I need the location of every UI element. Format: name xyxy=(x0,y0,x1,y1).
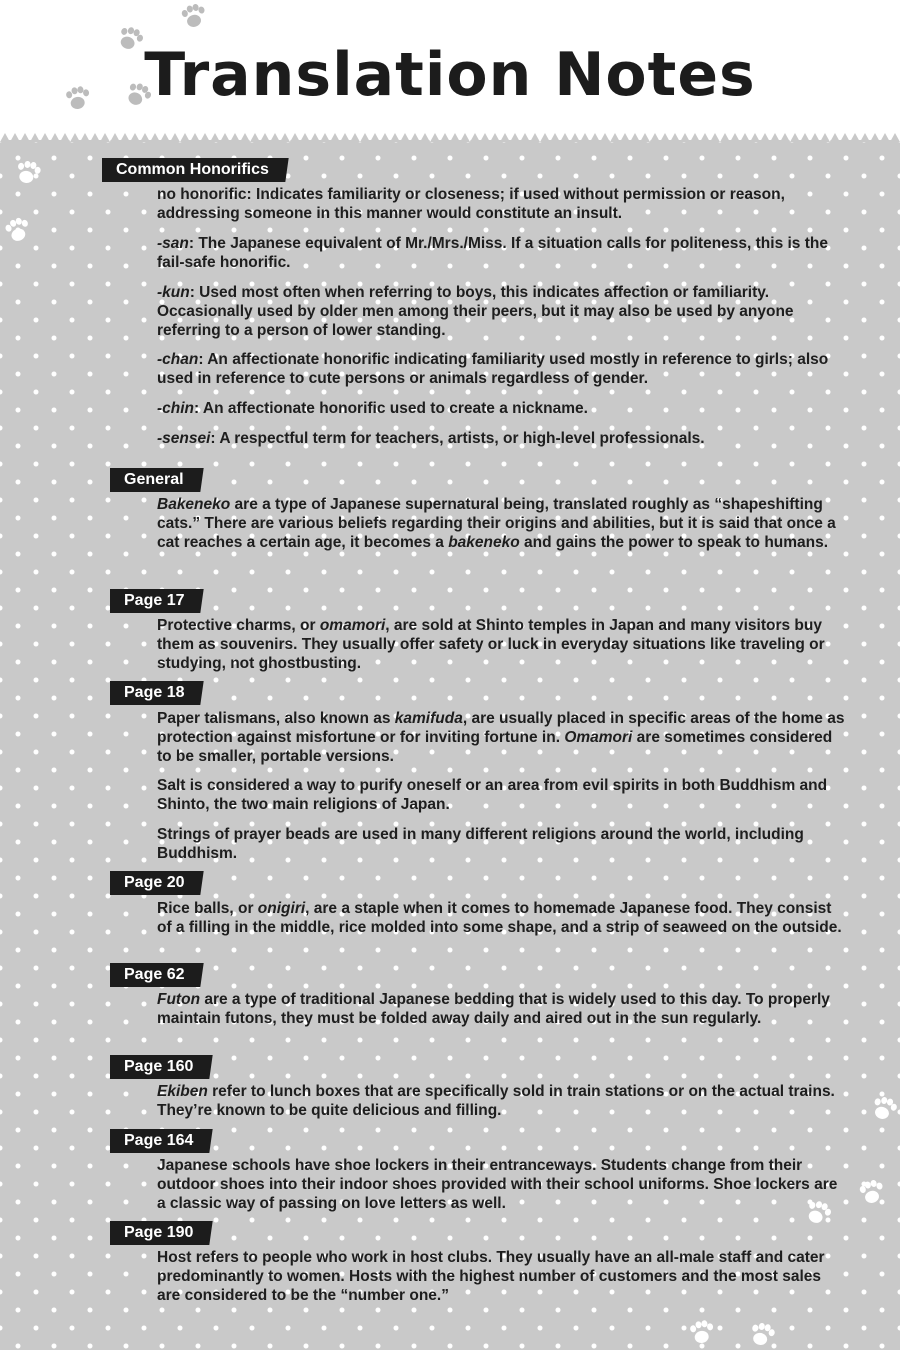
paw-print-icon xyxy=(867,1093,899,1125)
note-text: are a type of traditional Japanese bedding that is widely used to this day. To properly maintain futons, they must be folded away daily and aired out in the sun regularly. xyxy=(157,991,830,1027)
note-term: Futon xyxy=(157,991,201,1008)
note-term: Host xyxy=(157,1249,192,1266)
section-heading: Common Honorifics xyxy=(102,158,283,182)
note-entry xyxy=(157,990,847,1028)
note-term: Rice balls xyxy=(157,900,230,917)
note-text: and gains the power to speak to humans. xyxy=(519,534,829,551)
note-text: are sometimes considered to be smaller, portable versions. xyxy=(157,729,833,765)
note-text: : Used most often when referring to boys, this indicates affection or familiarity. Occasionally used by older men among their peers, but it may also be used by anyone referring to a person of lower standing. xyxy=(157,284,794,339)
paw-print-icon xyxy=(746,1320,777,1350)
page-title: Translation Notes xyxy=(144,40,756,110)
note-term: kamifuda xyxy=(394,710,463,727)
note-text: are used in many different religions around the world, including Buddhism. xyxy=(157,826,804,862)
note-term: bakeneko xyxy=(448,534,520,551)
note-text: refer to lunch boxes that are specifically sold in train stations or on the actual trains. They’re known to be quite delicious and filling. xyxy=(157,1083,835,1119)
note-text: are a type of Japanese supernatural being, translated roughly as “shapeshifting cats.” There are various beliefs regarding their origins and abilities, but it is said that once a cat reaches a certain age, it becomes a xyxy=(157,496,836,551)
note-term: -sensei xyxy=(157,430,211,447)
note-term: -san xyxy=(157,235,189,252)
note-text: refers to people who work in host clubs. They usually have an all-male staff and cater predominantly to women. Hosts with the highest number of customers and the most sales are considered to be the “number one.” xyxy=(157,1249,825,1304)
note-term: omamori xyxy=(319,617,386,634)
note-text: , are a staple when it comes to homemade Japanese food. They consist of a filling in the middle, rice molded into some shape, and a strip of seaweed on the outside. xyxy=(157,900,842,936)
section-heading: Page 160 xyxy=(110,1055,207,1079)
paw-print-icon xyxy=(686,1318,716,1348)
note-term: Salt xyxy=(157,777,186,794)
note-term: Omamori xyxy=(564,729,633,746)
note-text: : An affectionate honorific used to create a nickname. xyxy=(194,400,588,417)
paw-print-icon xyxy=(177,1,209,33)
note-text: , or xyxy=(291,617,320,634)
note-text: , are usually placed in specific areas of the home as protection against misfortune or for inviting fortune in. xyxy=(157,710,845,746)
note-entry xyxy=(157,825,847,863)
paw-print-icon xyxy=(12,158,42,188)
note-term: Ekiben xyxy=(157,1083,208,1100)
note-term: prayer beads xyxy=(233,826,331,843)
note-text: Japanese schools have xyxy=(157,1157,335,1174)
note-text: in their entranceways. Students change from their outdoor shoes into their indoor shoes provided with their school uniforms. Shoe lockers are a classic way of passing on love letters as well. xyxy=(157,1157,838,1212)
note-term: -chan xyxy=(157,351,199,368)
note-entry xyxy=(157,776,847,814)
note-entry xyxy=(157,185,847,223)
note-entry xyxy=(157,1156,847,1213)
note-text: Indicates familiarity or closeness; if used without permission or reason, addressing someone in this manner would constitute an insult. xyxy=(157,186,785,222)
section-heading: Page 20 xyxy=(110,871,198,895)
note-entry xyxy=(157,1248,847,1305)
section-heading: Page 62 xyxy=(110,963,198,987)
paw-print-icon xyxy=(0,214,33,247)
note-term: -chin xyxy=(157,400,195,417)
note-entry xyxy=(157,616,847,673)
notes-content xyxy=(0,140,900,1350)
note-text: , also known as xyxy=(275,710,395,727)
note-term: Bakeneko xyxy=(157,496,231,513)
note-text: : A respectful term for teachers, artists, or high-level professionals. xyxy=(210,430,705,447)
note-entry xyxy=(157,899,847,937)
section-heading: Page 18 xyxy=(110,681,198,705)
note-text: , are sold at Shinto temples in Japan and many visitors buy them as souvenirs. They usually offer safety or luck in everyday situations like traveling or studying, not ghostbusting. xyxy=(157,617,825,672)
note-text: : The Japanese equivalent of Mr./Mrs./Miss. If a situation calls for politeness, this is the fail-safe honorific. xyxy=(157,235,828,271)
note-entry xyxy=(157,350,847,388)
note-term: shoe lockers xyxy=(334,1157,430,1174)
section-heading: Page 164 xyxy=(110,1129,207,1153)
note-text: , or xyxy=(229,900,258,917)
note-entry xyxy=(157,1082,847,1120)
note-term: Protective charms xyxy=(157,617,292,634)
paw-print-icon xyxy=(855,1177,887,1209)
note-entry xyxy=(157,399,847,418)
note-entry xyxy=(157,283,847,340)
note-term: onigiri xyxy=(257,900,306,917)
section-heading: General xyxy=(110,468,198,492)
note-entry xyxy=(157,709,847,766)
page-header xyxy=(0,0,900,138)
note-term: -kun xyxy=(157,284,190,301)
note-entry xyxy=(157,234,847,272)
section-heading: Page 17 xyxy=(110,589,198,613)
section-heading: Page 190 xyxy=(110,1221,207,1245)
note-term: no honorific: xyxy=(157,186,252,203)
note-term: Paper talismans xyxy=(157,710,276,727)
note-text: : An affectionate honorific indicating familiarity used mostly in reference to girls; also used in reference to cute persons or animals regardless of gender. xyxy=(157,351,829,387)
note-entry xyxy=(157,495,847,552)
note-entry xyxy=(157,429,847,448)
note-text: is considered a way to purify oneself or an area from evil spirits in both Buddhism and Shinto, the two main religions of Japan. xyxy=(157,777,828,813)
note-text: Strings of xyxy=(157,826,234,843)
